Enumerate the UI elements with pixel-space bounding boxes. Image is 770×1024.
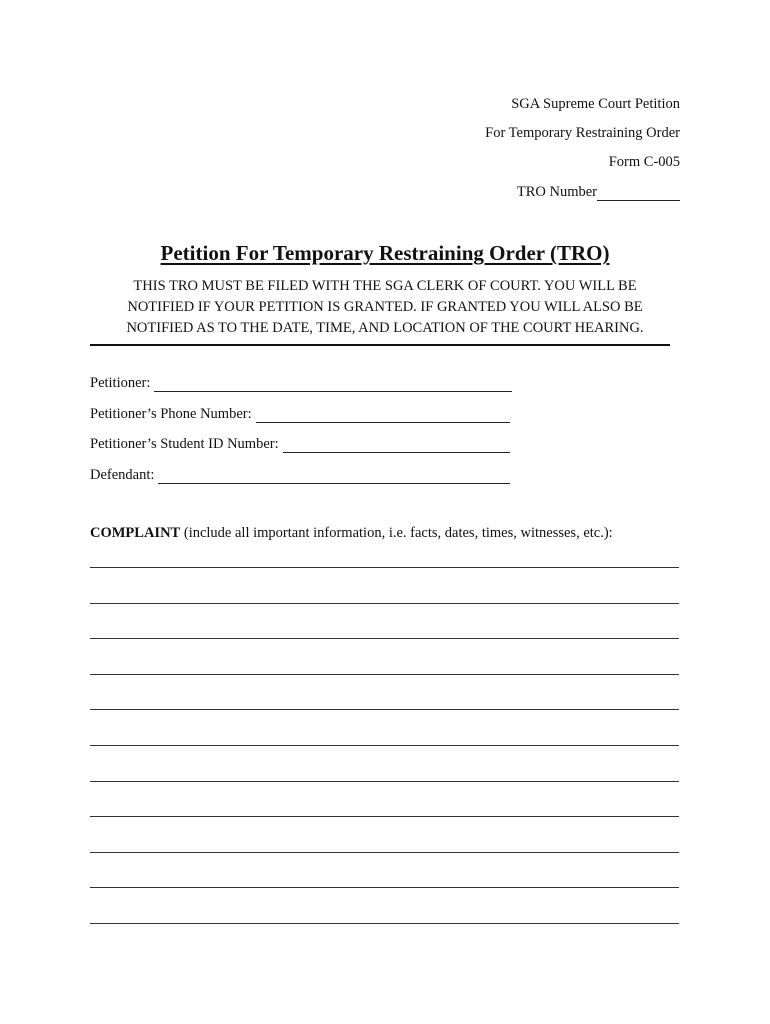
complaint-line[interactable] [90,816,679,817]
complaint-heading [90,524,613,542]
complaint-line[interactable] [90,709,679,710]
phone-field[interactable] [256,408,510,423]
filing-notice [0,276,770,339]
complaint-line[interactable] [90,674,679,675]
header-petition-type: For Temporary Restraining Order [485,125,680,141]
complaint-line[interactable] [90,887,679,888]
student-id-field[interactable] [283,438,510,453]
petitioner-field[interactable] [154,377,512,392]
tro-number-field[interactable] [597,186,680,201]
page-title: Petition For Temporary Restraining Order (TRO) [160,241,610,265]
complaint-line[interactable] [90,923,679,924]
notice-line-3: NOTIFIED AS TO THE DATE, TIME, AND LOCATION OF THE COURT HEARING. [126,320,644,336]
notice-line-2: NOTIFIED IF YOUR PETITION IS GRANTED. IF GRANTED YOU WILL ALSO BE [127,299,643,315]
complaint-line[interactable] [90,781,679,782]
petitioner-label: Petitioner: [90,375,151,391]
phone-row [90,405,510,423]
phone-label: Petitioner’s Phone Number: [90,406,252,422]
complaint-label: COMPLAINT [90,525,181,541]
notice-line-1: THIS TRO MUST BE FILED WITH THE SGA CLERK OF COURT. YOU WILL BE [133,278,637,294]
complaint-line[interactable] [90,567,679,568]
tro-number-label: TRO Number [516,184,597,200]
petitioner-row [90,374,512,392]
section-divider [90,344,670,346]
complaint-line[interactable] [90,745,679,746]
complaint-line[interactable] [90,638,679,639]
complaint-instructions: (include all important information, i.e. facts, dates, times, witnesses, etc.): [180,525,613,541]
complaint-line[interactable] [90,852,679,853]
header-court-name: SGA Supreme Court Petition [511,96,680,112]
header-form-number: Form C-005 [608,154,680,170]
student-id-label: Petitioner’s Student ID Number: [90,436,279,452]
defendant-row [90,466,510,484]
complaint-line[interactable] [90,603,679,604]
tro-number-row [517,183,680,201]
student-id-row [90,435,510,453]
defendant-label: Defendant: [90,467,155,483]
defendant-field[interactable] [158,469,510,484]
